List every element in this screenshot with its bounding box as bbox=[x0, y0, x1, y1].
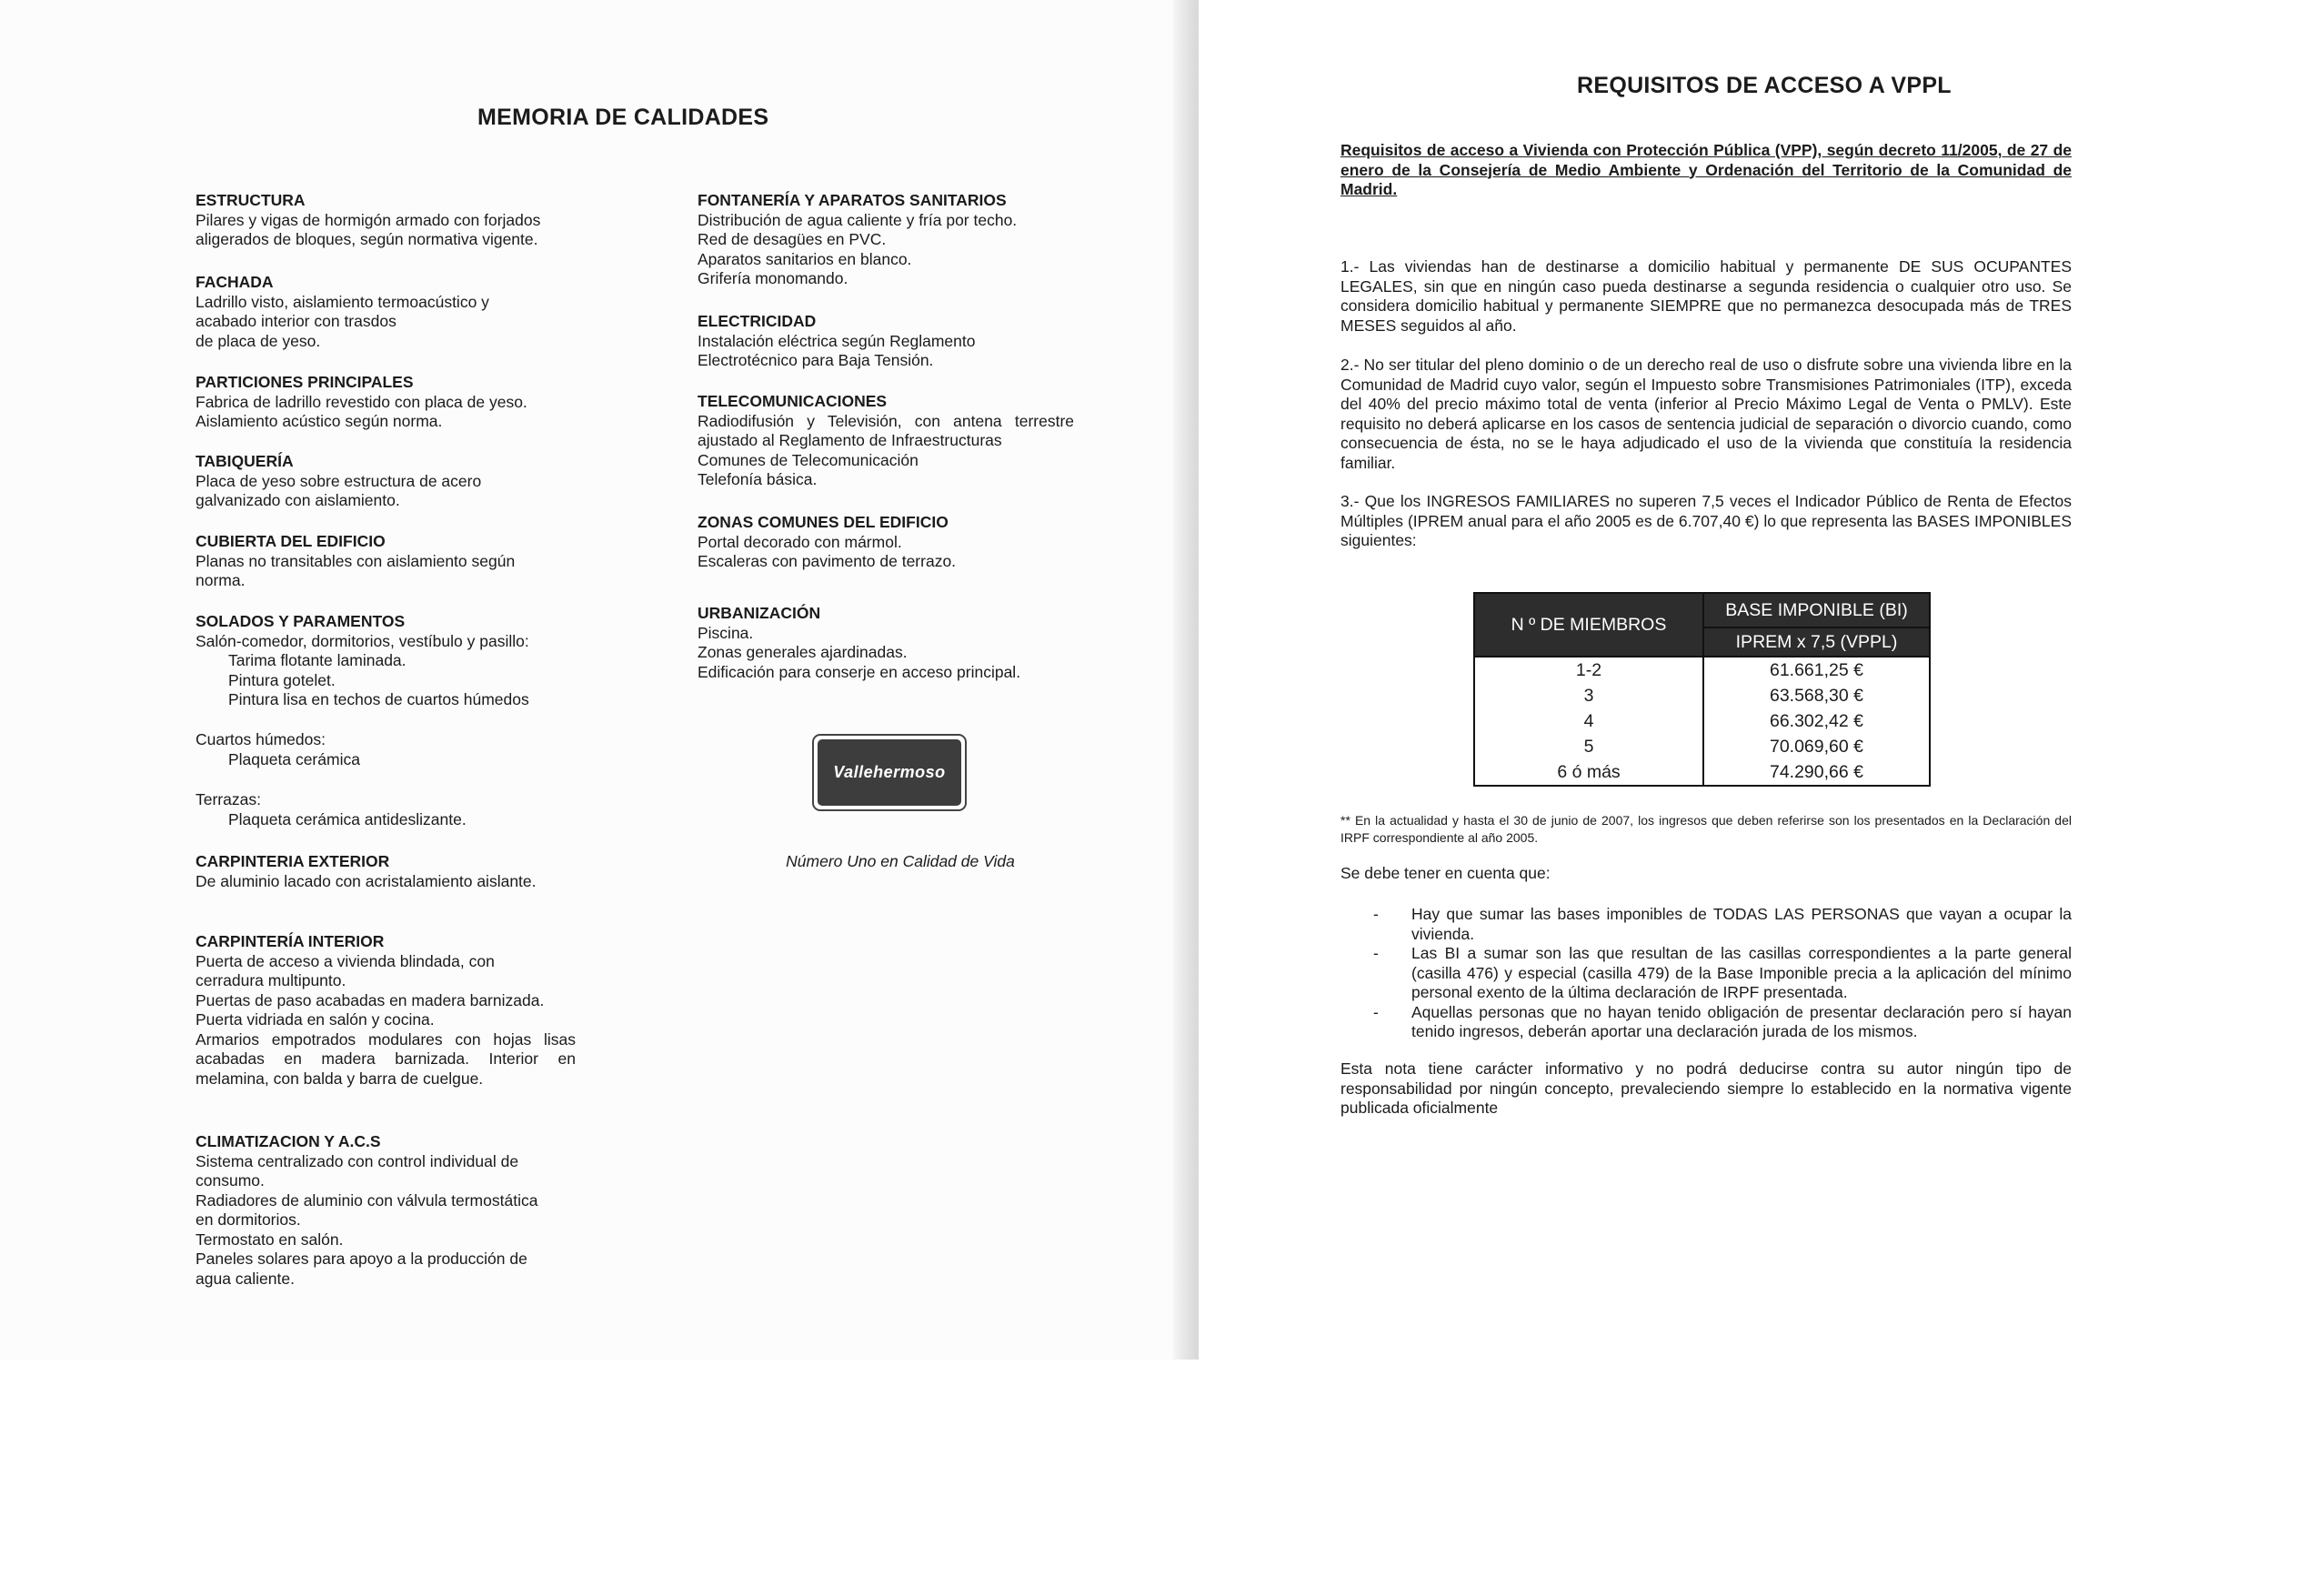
requirement-3 bbox=[1340, 492, 2072, 551]
section-line: Aislamiento acústico según norma. bbox=[196, 412, 443, 430]
right-page-title: REQUISITOS DE ACCESO A VPPL bbox=[1577, 73, 1952, 98]
section-line: Piscina. bbox=[698, 623, 754, 642]
tagline: Número Uno en Calidad de Vida bbox=[786, 852, 1015, 870]
intro-text: Requisitos de acceso a Vivienda con Protección Pública (VPP), según decreto 11/2005, de 27 de enero de la Consejería de Medio Ambiente y Ordenación del Territorio de la Comunidad de Madrid. bbox=[1340, 141, 2072, 198]
section-line: Fabrica de ladrillo revestido con placa de yeso. bbox=[196, 392, 527, 411]
section-line: Placa de yeso sobre estructura de acero bbox=[196, 471, 482, 490]
section-line: Red de desagües en PVC. bbox=[698, 230, 887, 248]
section-heading: ESTRUCTURA bbox=[196, 191, 306, 209]
col2-section bbox=[698, 513, 1074, 572]
left-page-title: MEMORIA DE CALIDADES bbox=[477, 105, 769, 130]
requirement-1 bbox=[1340, 257, 2072, 336]
table-body bbox=[1474, 657, 1930, 786]
table-row bbox=[1474, 734, 1930, 759]
bullet-item bbox=[1373, 944, 2072, 1003]
section-line: Puerta vidriada en salón y cocina. bbox=[196, 1010, 435, 1029]
section-line: Paneles solares para apoyo a la producción de bbox=[196, 1250, 527, 1268]
section-line: cerradura multipunto. bbox=[196, 971, 346, 989]
col1-section bbox=[196, 790, 576, 829]
taxable-base-table bbox=[1473, 592, 1931, 787]
base-value-cell: 61.661,25 € bbox=[1703, 657, 1930, 683]
section-heading: TELECOMUNICACIONES bbox=[698, 392, 888, 410]
section-line: Termostato en salón. bbox=[196, 1230, 344, 1249]
members-cell: 4 bbox=[1474, 708, 1703, 734]
col1-section bbox=[196, 191, 576, 250]
section-subitem: Tarima flotante laminada. bbox=[228, 651, 407, 669]
section-line: Zonas generales ajardinadas. bbox=[698, 643, 908, 661]
col1-section bbox=[196, 452, 576, 511]
intro-paragraph bbox=[1340, 141, 2072, 200]
base-value-cell: 70.069,60 € bbox=[1703, 734, 1930, 759]
note-intro bbox=[1340, 864, 2072, 884]
col1-section bbox=[196, 532, 576, 591]
section-heading: ZONAS COMUNES DEL EDIFICIO bbox=[698, 513, 949, 531]
section-subitem: Pintura gotelet. bbox=[228, 670, 336, 689]
section-heading: ELECTRICIDAD bbox=[698, 312, 817, 330]
col2-section bbox=[698, 191, 1074, 289]
section-subitem: Pintura lisa en techos de cuartos húmedos bbox=[228, 690, 529, 708]
section-line: Cuartos húmedos: bbox=[196, 730, 326, 748]
section-line: en dormitorios. bbox=[196, 1210, 301, 1229]
bullet-item bbox=[1373, 905, 2072, 944]
section-heading: FONTANERÍA Y APARATOS SANITARIOS bbox=[698, 191, 1007, 209]
table-row bbox=[1474, 683, 1930, 708]
requirement-2 bbox=[1340, 356, 2072, 473]
base-value-cell: 74.290,66 € bbox=[1703, 759, 1930, 786]
section-line: Radiadores de aluminio con válvula termostática bbox=[196, 1190, 538, 1210]
members-cell: 6 ó más bbox=[1474, 759, 1703, 786]
col1-section bbox=[196, 373, 576, 432]
section-subitem: Plaqueta cerámica bbox=[228, 749, 360, 768]
col2-section bbox=[698, 392, 1074, 490]
bullet-dash: - bbox=[1373, 1002, 1379, 1021]
table-row bbox=[1474, 657, 1930, 683]
col1-section bbox=[196, 612, 576, 710]
members-cell: 1-2 bbox=[1474, 657, 1703, 683]
section-line: Grifería monomando. bbox=[698, 269, 848, 287]
section-line: agua caliente. bbox=[196, 1269, 295, 1288]
section-heading: FACHADA bbox=[196, 273, 274, 291]
section-text: Radiodifusión y Televisión, con antena terrestre ajustado al Reglamento de Infraestructuras bbox=[698, 411, 1074, 449]
section-line: Terrazas: bbox=[196, 790, 261, 808]
bullet-item bbox=[1373, 1003, 2072, 1042]
section-line: Edificación para conserje en acceso principal. bbox=[698, 662, 1021, 681]
page-fold-shadow bbox=[1173, 0, 1199, 1360]
closing-note bbox=[1340, 1059, 2072, 1119]
header-iprem: IPREM x 7,5 (VPPL) bbox=[1703, 627, 1930, 657]
section-heading: SOLADOS Y PARAMENTOS bbox=[196, 612, 406, 630]
requirement-2-text: 2.- No ser titular del pleno dominio o de un derecho real de uso o disfrute sobre una vivienda libre en la Comunidad de Madrid cuyo valor, según el Impuesto sobre Transmisiones Patrimoniales (ITP), exceda del 40% del precio máximo total de venta (inferior al Precio Máximo Legal de Venta o PMLV). Este requisito no deberá aplicarse en los casos de sentencia judicial de separación o divorcio cuando, como consecuencia de ésta, no se le haya adjudicado el uso de la vivienda que constituía la residencia familiar. bbox=[1340, 356, 2072, 472]
section-subitem: Plaqueta cerámica antideslizante. bbox=[228, 809, 467, 828]
section-line: galvanizado con aislamiento. bbox=[196, 491, 400, 509]
bullet-text: Aquellas personas que no hayan tenido obligación de presentar declaración pero sí hayan tenido ingresos, deberán aportar una declaración jurada de los mismos. bbox=[1411, 1002, 2072, 1040]
section-heading: CARPINTERIA EXTERIOR bbox=[196, 852, 390, 870]
section-heading: TABIQUERÍA bbox=[196, 452, 294, 470]
section-heading: CUBIERTA DEL EDIFICIO bbox=[196, 532, 386, 550]
base-value-cell: 63.568,30 € bbox=[1703, 683, 1930, 708]
bullet-list bbox=[1373, 905, 2072, 1042]
section-line: Escaleras con pavimento de terrazo. bbox=[698, 552, 957, 570]
base-value-cell: 66.302,42 € bbox=[1703, 708, 1930, 734]
section-heading: CARPINTERÍA INTERIOR bbox=[196, 932, 385, 950]
bullet-dash: - bbox=[1373, 944, 1379, 962]
col1-section bbox=[196, 852, 576, 891]
section-line: Portal decorado con mármol. bbox=[698, 532, 902, 551]
table-row bbox=[1474, 759, 1930, 786]
col1-section bbox=[196, 273, 576, 351]
footnote: ** En la actualidad y hasta el 30 de junio de 2007, los ingresos que deben referirse son los presentados en la Declaración del IRPF correspondiente al año 2005. bbox=[1340, 813, 2072, 845]
logo-text: Vallehermoso bbox=[833, 763, 946, 781]
closing-note-text: Esta nota tiene carácter informativo y no podrá deducirse contra su autor ningún tipo de responsabilidad por ningún concepto, prevaleciendo siempre lo establecido en la normativa vigente publicada oficialmente bbox=[1340, 1059, 2072, 1117]
section-line: Electrotécnico para Baja Tensión. bbox=[698, 351, 934, 369]
note-intro-text: Se debe tener en cuenta que: bbox=[1340, 864, 1551, 882]
bullet-text: Hay que sumar las bases imponibles de TODAS LAS PERSONAS que vayan a ocupar la vivienda. bbox=[1411, 905, 2072, 943]
col2-section bbox=[698, 312, 1074, 371]
section-line: Sistema centralizado con control individual de bbox=[196, 1151, 519, 1170]
section-heading: URBANIZACIÓN bbox=[698, 604, 821, 622]
members-cell: 3 bbox=[1474, 683, 1703, 708]
section-line: Aparatos sanitarios en blanco. bbox=[698, 249, 912, 268]
section-line: aligerados de bloques, según normativa vigente. bbox=[196, 230, 538, 248]
col1-section bbox=[196, 730, 576, 769]
section-line: Comunes de Telecomunicación bbox=[698, 450, 919, 469]
section-line: Puerta de acceso a vivienda blindada, con bbox=[196, 951, 495, 970]
header-members: N º DE MIEMBROS bbox=[1474, 593, 1703, 657]
header-base-imponible: BASE IMPONIBLE (BI) bbox=[1703, 593, 1930, 627]
requirement-3-text: 3.- Que los INGRESOS FAMILIARES no superen 7,5 veces el Indicador Público de Renta de Efectos Múltiples (IPREM anual para el año 2005 es de 6.707,40 €) lo que representa las BASES IMPONIBLES siguientes: bbox=[1340, 492, 2072, 549]
section-line: Pilares y vigas de hormigón armado con forjados bbox=[196, 210, 541, 229]
section-line: Planas no transitables con aislamiento según bbox=[196, 551, 516, 570]
section-heading: PARTICIONES PRINCIPALES bbox=[196, 373, 414, 391]
section-heading: CLIMATIZACION Y A.C.S bbox=[196, 1132, 381, 1150]
col1-section bbox=[196, 1132, 576, 1289]
table-row bbox=[1474, 708, 1930, 734]
bullet-dash: - bbox=[1373, 905, 1379, 923]
section-line: Instalación eléctrica según Reglamento bbox=[698, 331, 976, 350]
section-line: Distribución de agua caliente y fría por techo. bbox=[698, 210, 1018, 229]
section-line: Telefonía básica. bbox=[698, 470, 818, 488]
section-line: de placa de yeso. bbox=[196, 331, 321, 350]
section-line: consumo. bbox=[196, 1171, 265, 1189]
vallehermoso-logo bbox=[812, 734, 967, 811]
bullet-text: Las BI a sumar son las que resultan de las casillas correspondientes a la parte general (casilla 476) y especial (casilla 479) de la Base Imponible precia a la aplicación del mínimo personal exento de la última declaración de IRPF presentada. bbox=[1411, 944, 2072, 1001]
section-text: Armarios empotrados modulares con hojas lisas acabadas en madera barnizada. Interior en melamina, con balda y barra de cuelgue. bbox=[196, 1029, 576, 1088]
section-line: De aluminio lacado con acristalamiento aislante. bbox=[196, 871, 537, 890]
section-line: norma. bbox=[196, 571, 246, 589]
section-line: Ladrillo visto, aislamiento termoacústico y bbox=[196, 292, 489, 311]
section-line: acabado interior con trasdos bbox=[196, 312, 397, 330]
members-cell: 5 bbox=[1474, 734, 1703, 759]
requirement-1-text: 1.- Las viviendas han de destinarse a domicilio habitual y permanente DE SUS OCUPANTES LEGALES, sin que en ningún caso pueda destinarse a segunda residencia o cualquier otro uso. Se considera domicilio habitual y permanente SIEMPRE que no permanezca desocupada más de TRES MESES seguidos al año. bbox=[1340, 257, 2072, 335]
section-line: Puertas de paso acabadas en madera barnizada. bbox=[196, 990, 545, 1009]
col1-section bbox=[196, 932, 576, 1089]
section-line: Salón-comedor, dormitorios, vestíbulo y pasillo: bbox=[196, 631, 529, 650]
col2-section bbox=[698, 604, 1074, 682]
